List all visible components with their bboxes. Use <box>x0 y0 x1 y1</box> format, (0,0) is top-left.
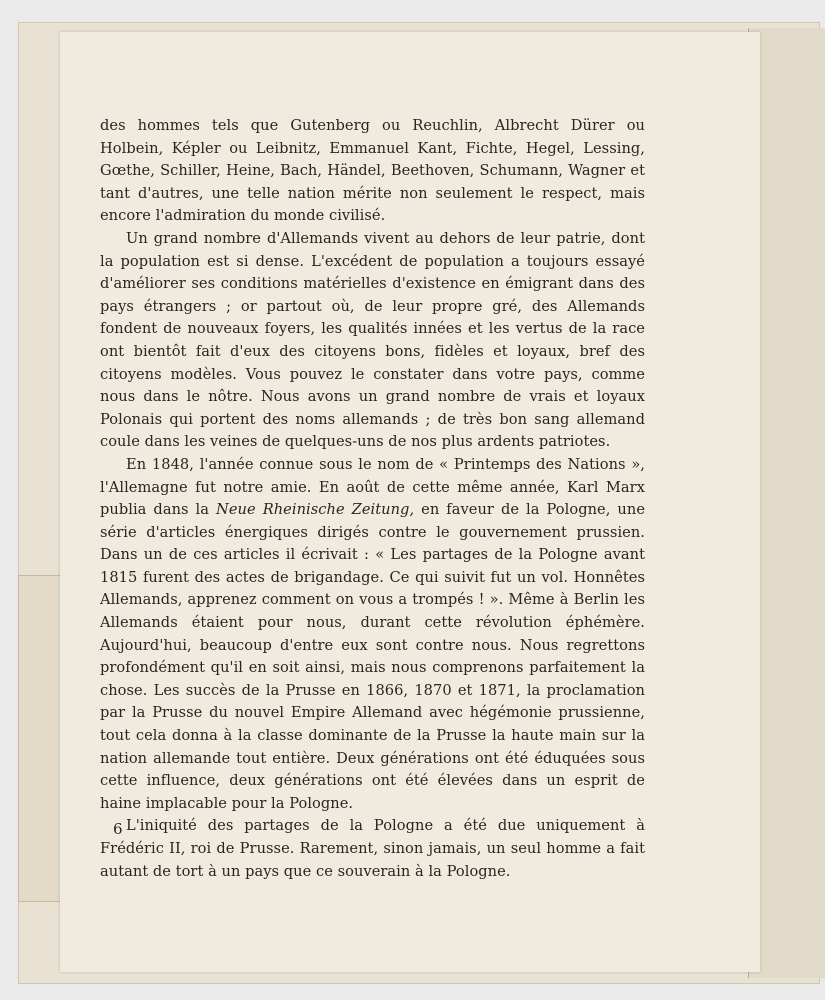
page-number: 6 <box>113 820 123 838</box>
paragraph-4: L'iniquité des partages de la Pologne a été due uniquement à Frédéric II, roi de Prusse. Rarement, sinon jamais, un seul homme a fait autant de tort à un pays que ce souverain à la Pologne. <box>100 817 645 880</box>
paragraph-1: des hommes tels que Gutenberg ou Reuchlin, Albrecht Dürer ou Holbein, Képler ou Leibnitz, Emmanuel Kant, Fichte, Hegel, Lessing, Gœthe, Schiller, Heine, Bach, Händel, Beethoven, Schumann, Wagner et tant d'autres, une telle nation mérite non seulement le respect, mais encore l'admiration du monde civilisé. <box>100 117 645 225</box>
paragraph-3-after: en faveur de la Pologne, une série d'articles énergiques dirigés contre le gouvernement prussien. Dans un de ces articles il écrivait : « Les partages de la Pologne avant 1815 furent des actes de brigandage. Ce qui suivit fut un vol. Honnêtes Allemands, apprenez comment on vous a trompés ! ». Même à Berlin les Allemands étaient pour nous, durant cette révolution éphémère. Aujourd'hui, beaucoup d'entre eux sont contre nous. Nous regrettons profondément qu'il en soit ainsi, mais nous comprenons parfaitement la chose. Les succès de la Prusse en 1866, 1870 et 1871, la proclamation par la Prusse du nouvel Empire Allemand avec hégémonie prussienne, tout cela donna à la classe dominante de la Prusse la haute main sur la nation allemande tout entière. Deux générations ont été éduquées sous cette influence, deux générations ont été élevées dans un esprit de haine implacable pour la Pologne. <box>100 501 645 812</box>
newspaper-title: Neue Rheinische Zeitung, <box>216 501 415 519</box>
binding-tab <box>18 575 62 902</box>
body-text <box>100 115 645 883</box>
paragraph-3-before: En 1848, l'année connue sous le nom de « Printemps des Nations », l'Allemagne fut notre amie. En août de cette même année, Karl Marx publia dans la <box>100 455 645 519</box>
paragraph-3 <box>100 454 645 816</box>
paragraph-2: Un grand nombre d'Allemands vivent au dehors de leur patrie, dont la population est si dense. L'excédent de population a toujours essayé d'améliorer ses conditions matérielles d'existence en émigrant dans des pays étrangers ; or partout où, de leur propre gré, des Allemands fondent de nouveaux foyers, les qualités innées et les vertus de la race ont bientôt fait d'eux des citoyens bons, fidèles et loyaux, bref des citoyens modèles. Vous pouvez le constater dans votre pays, comme nous dans le nôtre. Nous avons un grand nombre de vrais et loyaux Polonais qui portent des noms allemands ; de très bon sang allemand coule dans les veines de quelques-uns de nos plus ardents patriotes. <box>100 229 645 451</box>
